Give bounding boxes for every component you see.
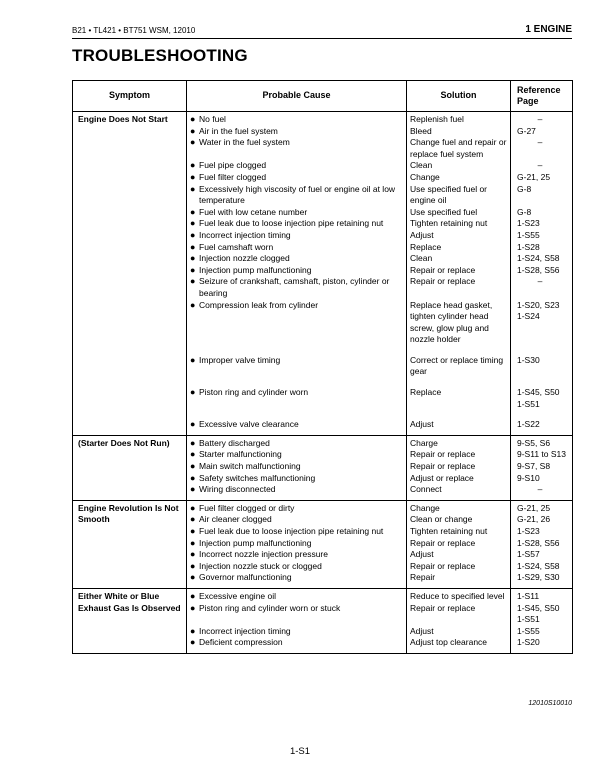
solution-cell: Connect [407,484,511,500]
cause-cell [187,603,407,626]
solution-cell: Adjust top clearance [407,637,511,653]
cause-cell [187,526,407,538]
reference-cell: G-8 [517,183,532,194]
bullet-icon: ● [190,590,196,601]
solution-cell: Adjust [407,410,511,435]
table-row [73,588,573,602]
cause-text: Incorrect injection timing [199,625,291,636]
reference-cell: 1-S28, S56 [517,264,560,275]
cause-cell [187,300,407,346]
bullet-icon: ● [190,484,196,495]
cause-text: Injection nozzle stuck or clogged [199,560,322,571]
page-title: TROUBLESHOOTING [72,46,248,65]
solution-cell: Bleed [407,126,511,138]
cause-cell [187,265,407,277]
section-title: 1 ENGINE [525,24,572,35]
symptom-group [73,500,573,588]
cause-text: Main switch malfunctioning [199,461,301,472]
cause-cell [187,207,407,219]
cause-text: Starter malfunctioning [199,449,282,460]
cause-cell [187,549,407,561]
symptom-group [73,588,573,653]
cause-cell [187,626,407,638]
reference-cell: G-8 [517,206,532,217]
bullet-icon: ● [190,387,196,398]
cause-text: Compression leak from cylinder [199,299,319,310]
cause-text: Excessive valve clearance [199,419,299,430]
cause-text: Battery discharged [199,437,270,448]
solution-cell: Change [407,172,511,184]
cause-text: No fuel [199,114,226,124]
bullet-icon: ● [190,276,196,287]
solution-cell: Adjust [407,626,511,638]
reference-cell: – [537,160,543,171]
table-row [73,500,573,514]
bullet-icon: ● [190,241,196,252]
page-header [72,24,572,39]
bullet-icon: ● [190,264,196,275]
cause-text: Piston ring and cylinder worn or stuck [199,602,341,613]
reference-cell: 9-S5, S6 [517,437,551,448]
solution-cell: Repair or replace [407,603,511,626]
solution-cell: Repair or replace [407,538,511,550]
solution-cell: Correct or replace timing gear [407,346,511,378]
cause-cell [187,410,407,435]
bullet-icon: ● [190,572,196,583]
cause-cell [187,346,407,378]
cause-cell [187,588,407,602]
cause-cell [187,514,407,526]
cause-cell [187,449,407,461]
solution-cell: Use specified fuel or engine oil [407,184,511,207]
cause-text: Improper valve timing [199,354,281,365]
document-code: 12010S10010 [528,700,572,707]
bullet-icon: ● [190,160,196,171]
cause-cell [187,473,407,485]
bullet-icon: ● [190,183,196,194]
cause-text: Incorrect nozzle injection pressure [199,549,328,560]
solution-cell: Change [407,500,511,514]
solution-header: Solution [407,81,511,112]
solution-cell: Replace [407,242,511,254]
reference-cell: 1-S22 [517,419,540,430]
bullet-icon: ● [190,461,196,472]
solution-cell: Use specified fuel [407,207,511,219]
troubleshooting-table [72,80,573,654]
solution-cell: Repair or replace [407,461,511,473]
bullet-icon: ● [190,602,196,613]
bullet-icon: ● [190,253,196,264]
reference-cell: G-21, 25 [517,171,551,182]
manual-identifier: B21 • TL421 • BT751 WSM, 12010 [72,26,196,35]
cause-cell [187,137,407,160]
cause-text: Fuel filter clogged or dirty [199,502,295,513]
bullet-icon: ● [190,114,196,124]
cause-text: Safety switches malfunctioning [199,472,316,483]
cause-text: Fuel leak due to loose injection pipe retaining nut [199,526,384,536]
table-row [73,435,573,449]
symptom-header: Symptom [73,81,187,112]
cause-text: Injection pump malfunctioning [199,537,312,548]
bullet-icon: ● [190,171,196,182]
reference-cell: 9-S10 [517,472,540,483]
reference-cell: 1-S20 [517,637,540,648]
symptom-cell: (Starter Does Not Run) [73,435,187,500]
cause-cell [187,242,407,254]
reference-cell: 1-S23 [517,526,540,536]
reference-cell: 1-S29, S30 [517,572,560,583]
bullet-icon: ● [190,625,196,636]
solution-cell: Adjust [407,549,511,561]
probable-cause-header: Probable Cause [187,81,407,112]
cause-cell [187,500,407,514]
cause-cell [187,112,407,126]
cause-cell [187,461,407,473]
symptom-group [73,112,573,436]
solution-cell: Repair or replace [407,449,511,461]
cause-text: Excessively high viscosity of fuel or engine oil at low temperature [199,183,396,206]
reference-cell: – [537,276,543,287]
symptom-cell: Either White or Blue Exhaust Gas Is Observed [73,588,187,653]
cause-text: Governor malfunctioning [199,572,292,583]
bullet-icon: ● [190,537,196,548]
symptom-cell: Engine Revolution Is Not Smooth [73,500,187,588]
solution-cell: Charge [407,435,511,449]
table-row [73,112,573,126]
reference-cell: 9-S7, S8 [517,461,551,472]
cause-text: Fuel filter clogged [199,171,267,182]
reference-cell: 1-S20, S23 1-S24 [517,299,560,322]
cause-cell [187,230,407,242]
solution-cell: Adjust or replace [407,473,511,485]
cause-cell [187,218,407,230]
bullet-icon: ● [190,218,196,229]
cause-text: Air cleaner clogged [199,514,272,525]
cause-text: Piston ring and cylinder worn [199,387,309,398]
cause-cell [187,126,407,138]
solution-cell: Change fuel and repair or replace fuel system [407,137,511,160]
solution-cell: Repair or replace [407,265,511,277]
cause-cell [187,378,407,410]
bullet-icon: ● [190,472,196,483]
cause-cell [187,276,407,299]
table-header-row [73,81,573,112]
solution-cell: Adjust [407,230,511,242]
solution-cell: Reduce to specified level [407,588,511,602]
cause-text: Fuel leak due to loose injection pipe retaining nut [199,218,384,229]
cause-cell [187,253,407,265]
bullet-icon: ● [190,137,196,148]
cause-text: Deficient compression [199,637,283,648]
cause-cell [187,184,407,207]
bullet-icon: ● [190,449,196,460]
reference-cell: 1-S28, S56 [517,537,560,548]
symptom-cell: Engine Does Not Start [73,112,187,436]
cause-cell [187,172,407,184]
reference-cell: 9-S11 to S13 [517,449,566,460]
bullet-icon: ● [190,514,196,525]
solution-cell: Replenish fuel [407,112,511,126]
reference-cell: – [537,114,543,124]
solution-cell: Tighten retaining nut [407,218,511,230]
reference-cell: – [537,137,543,148]
reference-cell: 1-S45, S50 1-S51 [517,387,560,409]
reference-cell: 1-S30 [517,354,540,365]
cause-text: Injection pump malfunctioning [199,264,312,275]
symptom-group [73,435,573,500]
bullet-icon: ● [190,299,196,310]
reference-cell: G-27 [517,125,536,136]
cause-text: Seizure of crankshaft, camshaft, piston, cylinder or bearing [199,276,390,298]
bullet-icon: ● [190,419,196,430]
reference-cell: G-21, 25 [517,502,551,513]
bullet-icon: ● [190,560,196,571]
bullet-icon: ● [190,502,196,513]
solution-cell: Clean [407,253,511,265]
solution-cell: Repair [407,572,511,588]
bullet-icon: ● [190,549,196,560]
reference-cell: 1-S55 [517,625,540,636]
reference-cell: 1-S24, S58 [517,253,560,264]
cause-cell [187,572,407,588]
reference-page-header: Reference Page [511,81,573,112]
reference-cell: – [537,484,543,495]
bullet-icon: ● [190,229,196,240]
solution-cell: Clean [407,160,511,172]
bullet-icon: ● [190,354,196,365]
reference-cell: 1-S57 [517,549,540,560]
reference-cell: 1-S11 [517,590,540,601]
solution-cell: Tighten retaining nut [407,526,511,538]
cause-cell [187,561,407,573]
solution-cell: Replace [407,378,511,410]
cause-cell [187,538,407,550]
bullet-icon: ● [190,526,196,536]
cause-cell [187,637,407,653]
reference-cell: 1-S28 [517,241,540,252]
reference-cell: G-21, 26 [517,514,551,525]
bullet-icon: ● [190,206,196,217]
bullet-icon: ● [190,637,196,648]
solution-cell: Repair or replace [407,276,511,299]
bullet-icon: ● [190,437,196,448]
cause-text: Wiring disconnected [199,484,276,495]
solution-cell: Clean or change [407,514,511,526]
reference-cell: 1-S24, S58 [517,560,560,571]
cause-text: Injection nozzle clogged [199,253,290,264]
solution-cell: Repair or replace [407,561,511,573]
page-number: 1-S1 [289,746,311,757]
cause-cell [187,160,407,172]
reference-cell: 1-S45, S50 1-S51 [517,602,560,625]
cause-text: Fuel camshaft worn [199,241,274,252]
reference-cell: 1-S23 [517,218,540,229]
cause-text: Incorrect injection timing [199,229,291,240]
cause-text: Fuel with low cetane number [199,206,308,217]
cause-text: Excessive engine oil [199,590,277,601]
solution-cell: Replace head gasket, tighten cylinder head screw, glow plug and nozzle holder [407,300,511,346]
cause-text: Air in the fuel system [199,125,278,136]
bullet-icon: ● [190,125,196,136]
cause-text: Fuel pipe clogged [199,160,267,171]
cause-cell [187,435,407,449]
cause-text: Water in the fuel system [199,137,290,148]
reference-cell: 1-S55 [517,229,540,240]
cause-cell [187,484,407,500]
